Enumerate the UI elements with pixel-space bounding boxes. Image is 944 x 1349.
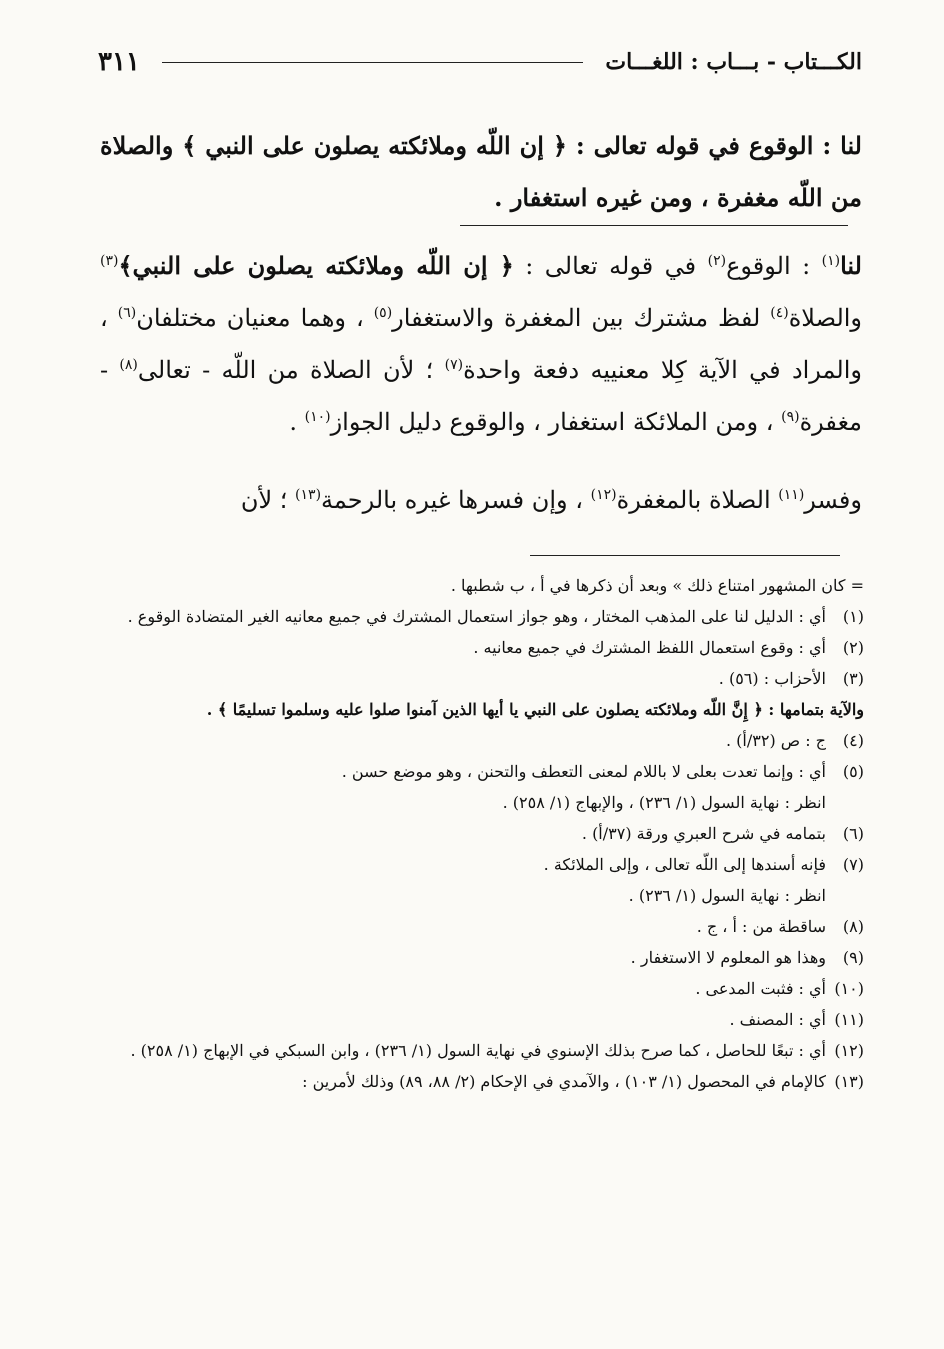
sharh-lana: لنا: [840, 251, 862, 280]
footnote-item: [100, 913, 864, 940]
footnote-text: أي : المصنف .: [729, 1010, 826, 1029]
footnote-number: (٦): [842, 824, 864, 843]
footnote-number: (٩): [842, 948, 864, 967]
footnote-text: أي : وإنما تعدت بعلى لا باللام لمعنى التعطف والتحنن ، وهو موضع حسن .: [341, 762, 826, 781]
footnote-text: بتمامه في شرح العبري ورقة (٣٧/أ) .: [581, 824, 826, 843]
sharh-text: ، ومن الملائكة استغفار ، والوقوع دليل الجواز: [330, 408, 782, 436]
sharh-text: والصلاة: [788, 304, 863, 332]
sharh-text: لفظ مشترك بين المغفرة والاستغفار: [392, 304, 771, 332]
footnote-item: [100, 820, 864, 847]
footnote-number: (١٢): [834, 1041, 864, 1060]
footnote-item: [100, 727, 864, 754]
footnote-ref-10[interactable]: (١٠): [304, 409, 331, 425]
footnote-text: ساقطة من : أ ، ج .: [696, 917, 826, 936]
footnote-continuation: [100, 572, 864, 599]
sharh-text: : الوقوع: [726, 252, 822, 280]
matn-text: [100, 120, 862, 224]
footnote-text: أي : فثبت المدعى .: [695, 979, 826, 998]
quranic-verse: ﴿ إن اللّه وملائكته يصلون على النبي﴾: [118, 251, 514, 280]
footnote-item: [100, 944, 864, 971]
footnote-item: [100, 696, 864, 723]
sharh-text: ، والمراد في الآية كِلا معنييه دفعة واحدة: [100, 304, 862, 384]
footnote-text: انظر : نهاية السول (١/ ٢٣٦) ، والإبهاج (١/ ٢٥٨) .: [502, 793, 826, 812]
footnote-ref-4[interactable]: (٤): [770, 305, 789, 321]
sharh-text: وفسر: [804, 486, 862, 514]
header-rule: [162, 62, 584, 63]
footnote-text: وهذا هو المعلوم لا الاستغفار .: [630, 948, 826, 967]
footnotes: [100, 572, 864, 1099]
sharh-text: في قوله تعالى :: [513, 252, 708, 280]
footnote-text: ج : ص (٣٢/أ) .: [726, 731, 826, 750]
footnote-text: أي : تبعًا للحاصل ، كما صرح بذلك الإسنوي في نهاية السول (١/ ٢٣٦) ، وابن السبكي في الإبهاج (١/ ٢٥٨) .: [130, 1041, 826, 1060]
footnote-number: (١٠): [834, 979, 864, 998]
footnote-item: [100, 851, 864, 878]
footnote-item: [100, 1006, 864, 1033]
matn-underline: [460, 225, 848, 226]
sharh-text: ، وإن فسرها غيره بالرحمة: [321, 486, 591, 514]
footnote-ref-1[interactable]: (١): [821, 253, 841, 269]
sharh-text: .: [289, 408, 305, 436]
footnote-text: أي : الدليل لنا على المذهب المختار ، وهو جواز استعمال المشترك في جميع معانيه الغير المتضادة الوقوع .: [127, 607, 826, 626]
matn-paragraph: لنا : الوقوع في قوله تعالى : ﴿ إن اللّه وملائكته يصلون على النبي ﴾ والصلاة من اللّه مغفرة ، ومن غيره استغفار .: [100, 131, 862, 212]
footnote-ref-9[interactable]: (٩): [781, 409, 800, 425]
sharh-text: ؛ لأن: [240, 486, 296, 514]
footnote-item: [100, 789, 864, 816]
footnote-item: [100, 758, 864, 785]
sharh-text: - مغفرة: [100, 356, 862, 436]
footnote-ref-12[interactable]: (١٢): [590, 487, 617, 503]
footnote-item: [100, 1068, 864, 1095]
sharh-text: ؛ لأن الصلاة من اللّه - تعالى: [137, 356, 445, 384]
footnote-text: كالإمام في المحصول (١/ ١٠٣) ، والآمدي في الإحكام (٢/ ٨٨، ٨٩) وذلك لأمرين :: [302, 1072, 826, 1091]
footnote-verse-text: والآية بتمامها : ﴿ إِنَّ اللّه وملائكته يصلون على النبي يا أيها الذين آمنوا صلوا عليه وسلموا تسليمًا ﴾ .: [206, 700, 864, 719]
footnote-item: [100, 975, 864, 1002]
page-number: ٣١١: [98, 47, 140, 77]
running-header: [98, 42, 862, 82]
commentary-paragraph-1: [100, 240, 862, 448]
footnote-ref-2[interactable]: (٢): [707, 253, 727, 269]
footnote-item: [100, 603, 864, 630]
footnote-item: [100, 665, 864, 692]
footnote-ref-6[interactable]: (٦): [117, 305, 137, 321]
footnote-number: (٨): [842, 917, 864, 936]
footnote-text: = كان المشهور امتناع ذلك » وبعد أن ذكرها في أ ، ب شطبها .: [450, 576, 864, 595]
footnote-ref-11[interactable]: (١١): [778, 487, 805, 503]
footnote-ref-13[interactable]: (١٣): [295, 487, 322, 503]
footnote-number: (٣): [842, 669, 864, 688]
footnote-ref-8[interactable]: (٨): [119, 357, 138, 373]
header-title: الكـــتاب - بـــاب : اللغـــات: [605, 49, 862, 75]
footnote-number: (٥): [842, 762, 864, 781]
footnote-separator: [530, 555, 840, 556]
footnote-number: (٤): [842, 731, 864, 750]
sharh-text: الصلاة بالمغفرة: [616, 486, 779, 514]
footnote-number: (٢): [842, 638, 864, 657]
footnote-number: (١٣): [834, 1072, 864, 1091]
footnote-ref-7[interactable]: (٧): [444, 357, 464, 373]
footnote-text: انظر : نهاية السول (١/ ٢٣٦) .: [628, 886, 826, 905]
footnote-text: فإنه أسندها إلى اللّه تعالى ، وإلى الملائكة .: [543, 855, 826, 874]
footnote-number: (٧): [842, 855, 864, 874]
commentary-text: [100, 240, 862, 526]
footnote-ref-3[interactable]: (٣): [100, 253, 119, 269]
footnote-item: [100, 882, 864, 909]
footnote-number: (١): [842, 607, 864, 626]
footnote-text: الأحزاب : (٥٦) .: [718, 669, 826, 688]
commentary-paragraph-2: [100, 474, 862, 526]
footnote-item: [100, 1037, 864, 1064]
footnote-item: [100, 634, 864, 661]
footnote-ref-5[interactable]: (٥): [373, 305, 393, 321]
footnote-number: (١١): [834, 1010, 864, 1029]
sharh-text: ، وهما معنيان مختلفان: [136, 304, 374, 332]
footnote-text: أي : وقوع استعمال اللفظ المشترك في جميع معانيه .: [473, 638, 826, 657]
